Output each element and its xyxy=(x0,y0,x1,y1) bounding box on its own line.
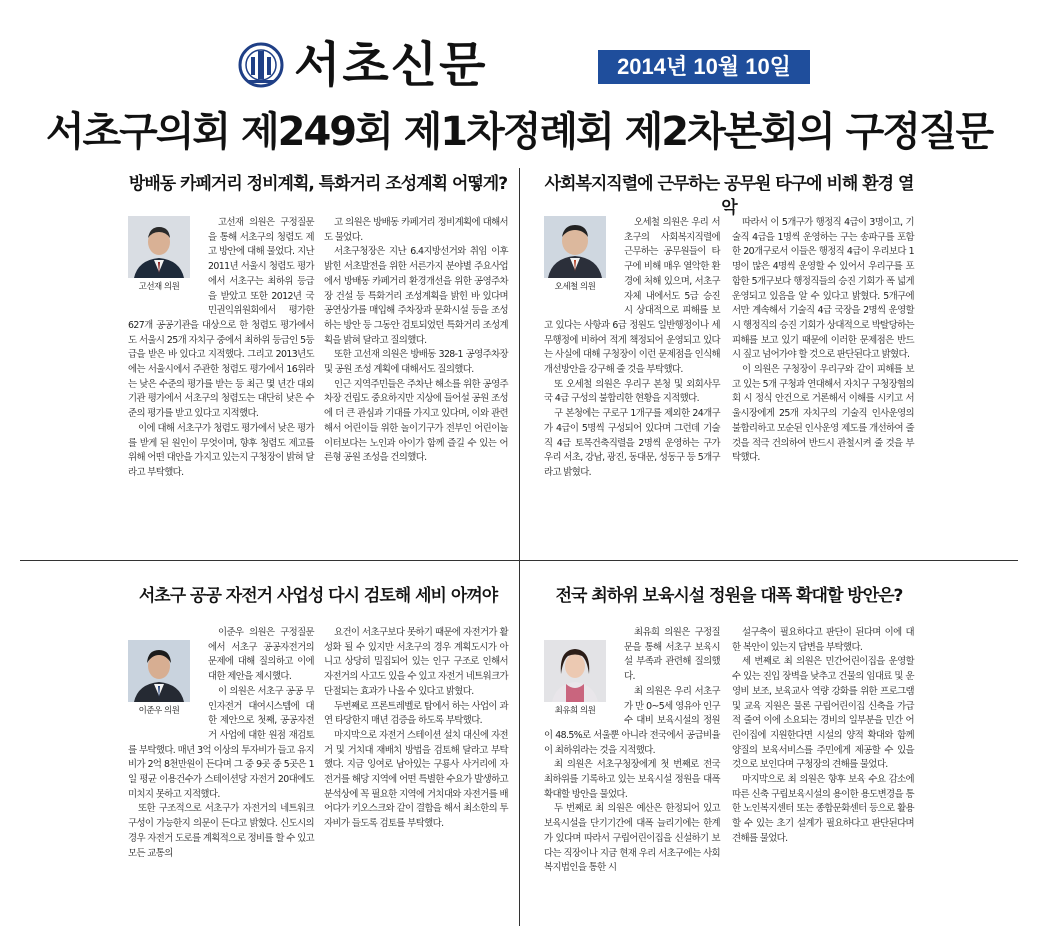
paragraph: 또 오세철 의원은 우리구 본청 및 외회사무국 4급 구성의 불합리한 현황을 지적했다. xyxy=(544,378,720,405)
issue-date-badge: 2014년 10월 10일 xyxy=(598,50,810,84)
paragraph: 최 의원은 서초구청장에게 첫 번째로 전국 최하위를 기록하고 있는 보육시설 정원을 대폭 확대할 방안을 물었다. xyxy=(544,759,720,800)
article-column-2 xyxy=(732,216,914,466)
paragraph: 세 번째로 최 의원은 민간어린이집을 운영할 수 있는 진입 장벽을 낮추고 건물의 임대료 및 운영비 보조, 보육교사 역량 강화를 위한 프로그램 및 교육 지원은 물론 구립어린이집 신축을 가급적 줄여 이에 소요되는 경비의 일부분을 민간 어린이집에 지원한다면 시설의 양적 확대와 함께 양질의 보육서비스를 주민에게 제공할 수 있을 것으로 보인다며 구청장의 견해를 물었다. xyxy=(732,656,914,771)
column-divider xyxy=(519,168,520,926)
article-cafe-street xyxy=(128,172,508,552)
paragraph: 이 의원은 서초구 공공 무인자전거 대여시스템에 대한 제안으로 첫째, 공공자전거 사업에 대한 원점 재검토를 부탁했다. 매년 3억 이상의 투자비가 들고 유지비가 2억 8천만원이 든다며 그 중 9곳 중 5곳은 1일 평균 이용건수가 스테이션당 자전거 20대에도 미치지 못하고 지적했다. xyxy=(128,685,314,800)
article-column-1 xyxy=(128,216,314,481)
photo-caption: 최유희 의원 xyxy=(554,706,596,716)
paragraph: 서초구청장은 지난 6.4지방선거와 취임 이후 밝힌 서초발전을 위한 서른가지 분야별 주요사업에서 방배동 카페거리 환경개선을 위한 공영주차장 건설 등 특화거리 조성계획을 밝힌 바 있다며 공연상가를 매입해 주차장과 문화시설 등을 조성하는 방안 등 그동안 검토되었던 특화거리 조성계획을 밝혀 달라고 질의했다. xyxy=(324,246,508,346)
paper-name: 서초신문 xyxy=(294,37,488,93)
paragraph: 또한 구조적으로 서초구가 자전거의 네트워크 구성이 가능한지 의문이 든다고 밝혔다. 신도시의 경우 자전거 도로를 계획적으로 정비를 할 수 있고 모든 교통의 xyxy=(128,803,314,859)
article-title: 방배동 카페거리 정비계획, 특화거리 조성계획 어떻게? xyxy=(128,174,508,194)
article-column-2 xyxy=(324,626,508,832)
paragraph: 두 번째로 최 의원은 예산은 한정되어 있고 보육시설을 단기기간에 대폭 늘리기에는 한계가 있다며 따라서 구립어린이집을 신설하기 보다는 직장이나 지금 현재 우리 서초구에는 사회복지법인을 통한 시 xyxy=(544,803,720,874)
photo-wrap-space xyxy=(544,626,624,726)
photo-wrap-space xyxy=(128,626,208,730)
article-welfare-staff xyxy=(544,172,914,552)
photo-wrap-space xyxy=(544,216,624,306)
article-column-1 xyxy=(544,216,720,481)
article-column-1 xyxy=(128,626,314,861)
paragraph: 이 의원은 구청장이 우리구와 같이 피해를 보고 있는 5개 구청과 연대해서 자치구 구청장협의회 시 정식 안건으로 거론해서 이해를 시키고 서울시장에게 25개 자치구의 기술직 인사운영의 불합리하고 모순된 인사운영 제도를 개선하여 줄 것을 적극 건의하여 반드시 관철시켜 줄 것을 부탁했다. xyxy=(732,364,914,464)
paragraph: 두번째로 프론트레벨로 탑에서 하는 사업이 과연 타당한지 매년 검증을 하도록 부탁했다. xyxy=(324,700,508,727)
paragraph: 마지막으로 최 의원은 향후 보육 수요 감소에 따른 신축 구립보육시설의 용이한 용도변경을 통한 노인복지센터 또는 종합문화센터 등으로 활용할 수 있는 초기 설계가 필요하다고 판단된다며 견해를 물었다. xyxy=(732,774,914,844)
paragraph: 오세철 의원은 우리 서초구의 사회복지직렬에 근무하는 공무원들이 타구에 비해 매우 열악한 환경에 처해 있으며, 서초구 자체 내에서도 5급 승진시 상대적으로 피해를 보고 있다는 사항과 6급 정원도 일반행정이나 세무행정에 비하여 적게 책정되어 운영되고 있다는 사실에 대해 구청장이 이런 문제점을 인식해 개선방안을 강구해 줄 것을 부탁했다. xyxy=(544,217,720,376)
article-childcare xyxy=(544,584,914,930)
photo-caption: 오세철 의원 xyxy=(554,282,596,292)
paragraph: 또한 고선재 의원은 방배동 328-1 공영주차장 및 공원 조성 계획에 대해서도 질의했다. xyxy=(324,349,508,376)
article-title: 서초구 공공 자전거 사업성 다시 검토해 세비 아껴야 xyxy=(138,586,498,606)
photo-caption: 이준우 의원 xyxy=(138,706,180,716)
paragraph: 이준우 의원은 구정질문에서 서초구 공공자전거의 문제에 대해 질의하고 이에 대한 제안을 제시했다. xyxy=(208,627,314,683)
main-headline: 서초구의회 제249회 제1차정례회 제2차본회의 구정질문 xyxy=(45,109,993,155)
paragraph: 이에 대해 서초구가 청렴도 평가에서 낮은 평가를 받게 된 원인이 무엇이며, 향후 청렴도 제고를 위해 어떤 대안을 가지고 있는지 구청장이 밝혀 달라고 부탁했다. xyxy=(128,422,314,478)
paragraph: 구 본청에는 구로구 1개구를 제외한 24개구가 4급이 5명씩 구성되어 있다며 그런데 기술직 4급 토목건축직렬을 2명씩 운영하는 구가 우리 서초, 강남, 광진, 동대문, 성동구 등 5개구라고 밝혔다. xyxy=(544,408,720,478)
paragraph: 따라서 이 5개구가 행정직 4급이 3명이고, 기술직 4급을 1명씩 운영하는 구는 송파구를 포함한 20개구로서 이들은 행정직 4급이 우리보다 1명이 많은 4명씩 운영할 수 있어서 우리구를 포함한 5개구보다 행정직들의 승진 기회가 폭 넓게 운영되고 있음을 알 수 있다고 밝혔다. 5개구에서만 계속해서 기술직 4급 국장을 2명씩 운영할 시 행정직의 승진 기회가 상대적으로 박탈당하는 피해를 보고 있기 때문에 이러한 문제점은 반드시 짚고 넘어가야 할 것으로 판단된다고 밝혔다. xyxy=(732,217,914,361)
district-seal-icon xyxy=(238,40,284,90)
paragraph: 마지막으로 자전거 스테이션 설치 대신에 자전거 및 거치대 재배치 방법을 검토해 달라고 부탁했다. 지금 잉여로 남아있는 구룡사 사거리에 자전거를 해당 지역에 어떤 특별한 수요가 발생하고 분석상에 꼭 필요한 지역에 거치대와 자전거를 배어다가 키오스크와 같이 결합을 해서 최소한의 투자비가 들도록 검토를 부탁했다. xyxy=(324,729,508,830)
row-divider xyxy=(20,560,1018,561)
article-column-1 xyxy=(544,626,720,876)
paragraph: 최유희 의원은 구정질문을 통해 서초구 보육시설 부족과 관련해 질의했다. xyxy=(624,627,720,683)
photo-caption: 고선재 의원 xyxy=(138,282,180,292)
paragraph: 최 의원은 우리 서초구가 만 0~5세 영유아 인구수 대비 보육시설의 정원이 48.5%로 서울뿐 아니라 전국에서 공급비율이 최하위라는 것을 지적했다. xyxy=(544,685,720,756)
photo-wrap-space xyxy=(128,216,208,306)
paragraph: 설구축이 필요하다고 판단이 된다며 이에 대한 복안이 있는지 답변을 부탁했다. xyxy=(732,627,914,653)
article-column-2 xyxy=(732,626,914,847)
article-column-2 xyxy=(324,216,508,466)
paragraph: 고선재 의원은 구정질문을 통해 서초구의 청렴도 제고 방안에 대해 물었다. 지난 2011년 서울시 청렴도 평가에서 서초구는 최하위 등급을 받았고 또한 2012년 국민권익위원회에서 평가한 627개 공공기관을 대상으로 한 청렴도 평가에서도 서울시 25개 자치구 중에서 최하위 등급인 5등급을 받은 바 있다고 지적했다. 그리고 2013년도에는 서울시에서 주관한 청렴도 평가에서 16위라는 낮은 수준의 평가를 받는 등 최근 몇 년간 대외기관 평가에서 서초구의 청렴도는 대단히 낮은 수준의 평가를 받고 있다고 지적했다. xyxy=(128,217,314,420)
masthead xyxy=(238,34,798,94)
paragraph: 요건이 서초구보다 못하기 때문에 자전거가 활성화 될 수 있지만 서초구의 경우 계획도시가 아니고 상당히 밀집되어 있는 인구 구조로 인해서 자전거의 사고도 있을 수 있고 자전거 네트워크가 단절되는 효과가 나올 수 있다고 밝혔다. xyxy=(324,627,508,697)
paragraph: 인근 지역주민들은 주차난 해소를 위한 공영주차장 건립도 중요하지만 지상에 들어설 공원 조성에 더 큰 관심과 기대를 가지고 있다며, 이와 관련해서 어린이들 위한 놀이기구가 전부인 어린이놀이터보다는 노인과 아이가 함께 즐길 수 있는 어른형 공원 조성을 건의했다. xyxy=(324,378,508,464)
paragraph: 고 의원은 방배동 카페거리 정비계획에 대해서도 물었다. xyxy=(324,217,508,243)
article-title: 전국 최하위 보육시설 정원을 대폭 확대할 방안은? xyxy=(555,586,903,606)
article-public-bicycle xyxy=(128,584,508,930)
article-title: 사회복지직렬에 근무하는 공무원 타구에 비해 환경 열악 xyxy=(544,174,914,218)
